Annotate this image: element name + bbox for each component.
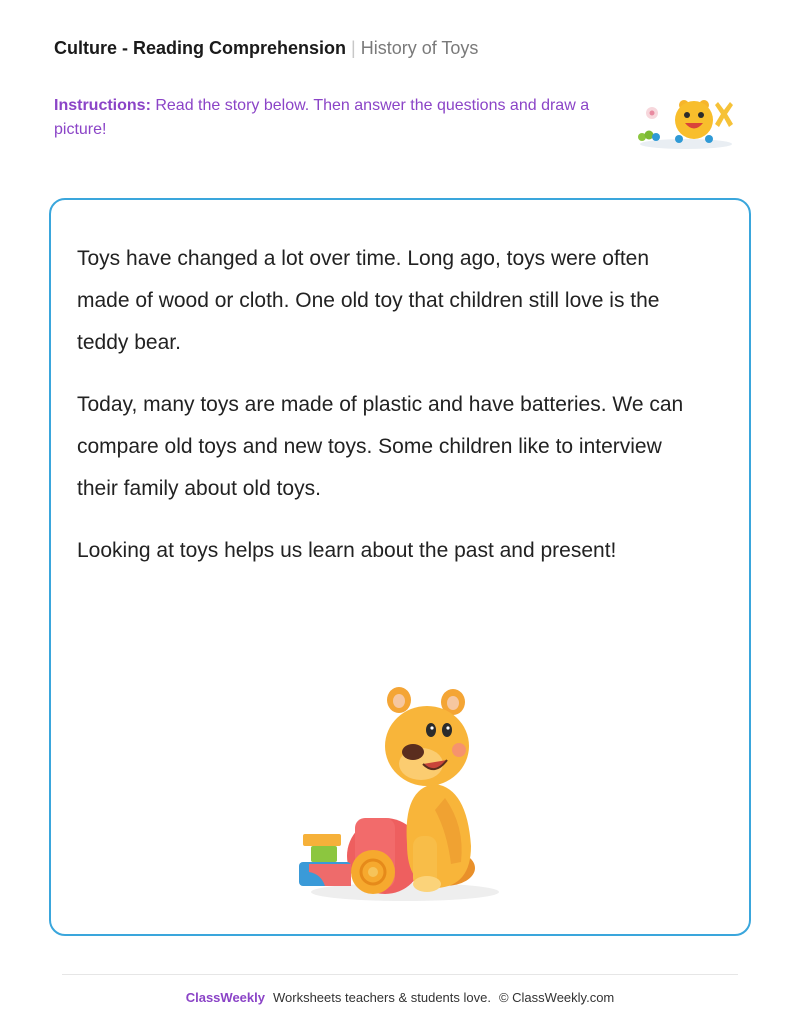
- footer-brand: ClassWeekly: [185, 990, 265, 1005]
- header-separator: |: [351, 38, 356, 58]
- page-footer: [0, 990, 800, 1005]
- story-paragraph: Today, many toys are made of plastic and have batteries. We can compare old toys and new toys. Some children like to interview their family about old toys.: [77, 393, 684, 500]
- footer-copyright: © ClassWeekly.com: [498, 990, 615, 1005]
- story-paragraph: Looking at toys helps us learn about the past and present!: [77, 539, 617, 562]
- topic-title: History of Toys: [360, 38, 479, 58]
- toys-icon: [632, 94, 736, 156]
- instructions-text: Read the story below. Then answer the questions and draw a picture!: [54, 97, 590, 138]
- subject-title: Culture - Reading Comprehension: [54, 38, 347, 58]
- instructions-label: Instructions:: [54, 97, 151, 114]
- story-box: [49, 198, 751, 936]
- footer-tagline: Worksheets teachers & students love.: [272, 990, 491, 1005]
- footer-divider: [62, 974, 738, 975]
- story-paragraph: Toys have changed a lot over time. Long ago, toys were often made of wood or cloth. One old toy that children still love is the teddy bear.: [77, 247, 660, 354]
- story-text: [77, 238, 697, 592]
- teddy-bear-with-toys-illustration: [295, 686, 505, 906]
- instructions: [54, 94, 614, 142]
- page-header: [54, 38, 478, 59]
